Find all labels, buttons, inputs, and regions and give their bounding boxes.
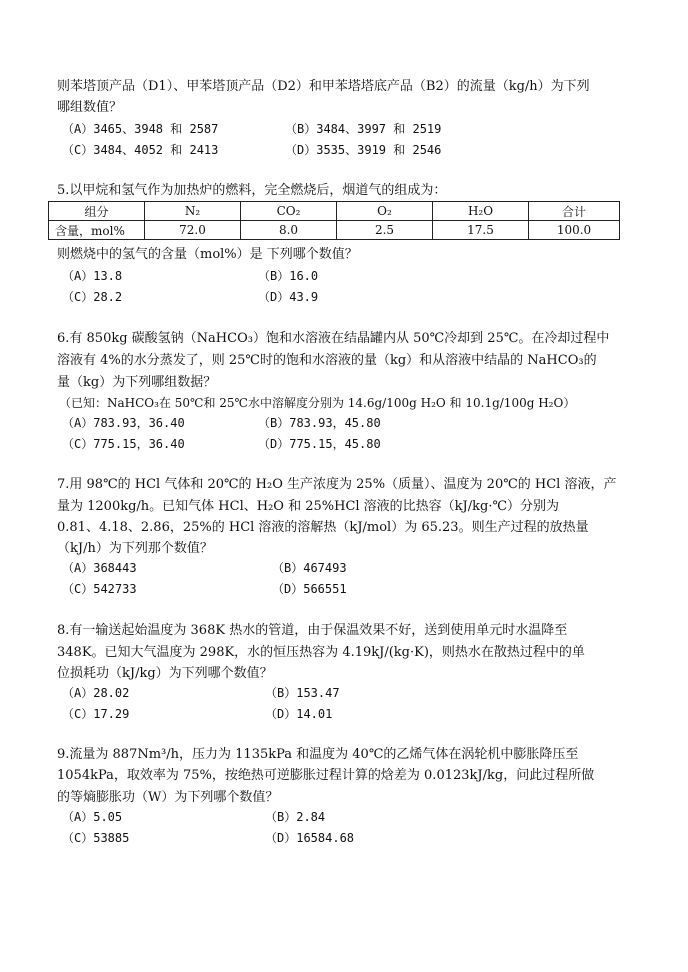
q4-option-a: （A）3465、3948 和 2587 bbox=[62, 122, 219, 136]
q7-option-d: （D）566551 bbox=[272, 582, 347, 596]
q8-option-c: （C）17.29 bbox=[62, 707, 130, 721]
q9-stem-line-2: 1054kPa，取效率为 75%，按绝热可逆膨胀过程计算的焓差为 0.0123kJ/kg，问此过程所做 bbox=[57, 768, 595, 783]
q4-stem-line-1: 则苯塔顶产品（D1）、甲苯塔顶产品（D2）和甲苯塔塔底产品（B2）的流量（kg/h）为下列 bbox=[57, 79, 590, 94]
q4-stem-line-2: 哪组数值？ bbox=[57, 100, 123, 115]
q4-option-c: （C）3484、4052 和 2413 bbox=[62, 143, 219, 157]
q9-stem-line-3: 的等熵膨胀功（W）为下列哪个数值？ bbox=[57, 790, 279, 805]
q8-stem-line-2: 348K。已知大气温度为 298K，水的恒压热容为 4.19kJ/(kg·K)，则热水在散热过程中的单 bbox=[57, 645, 585, 660]
q8-stem-line-1: 8.有一输送起始温度为 368K 热水的管道，由于保温效果不好，送到使用单元时水温降至 bbox=[57, 623, 568, 638]
q6-option-c: （C）775.15，36.40 bbox=[62, 437, 185, 451]
q8-stem-line-3: 位损耗功（kJ/kg）为下列哪个数值？ bbox=[57, 666, 273, 681]
q5-option-c: （C）28.2 bbox=[62, 290, 123, 304]
q8-option-d: （D）14.01 bbox=[265, 707, 333, 721]
q7-stem-line-2: 量为 1200kg/h。已知气体 HCl、H₂O 和 25%HCl 溶液的比热容（kJ/kg·℃）分别为 bbox=[57, 499, 560, 514]
q6-option-d: （D）775.15，45.80 bbox=[258, 437, 381, 451]
q6-stem-line-3: 量（kg）为下列哪组数据？ bbox=[57, 375, 217, 390]
q8-option-b: （B）153.47 bbox=[265, 686, 340, 700]
q6-stem-line-2: 溶液有 4%的水分蒸发了，则 25℃时的饱和水溶液的量（kg）和从溶液中结晶的 NaHCO₃的 bbox=[57, 353, 597, 368]
q9-option-a: （A）5.05 bbox=[62, 810, 123, 824]
q7-option-c: （C）542733 bbox=[62, 582, 137, 596]
q4-option-b: （B）3484、3997 和 2519 bbox=[285, 122, 442, 136]
q5-option-a: （A）13.8 bbox=[62, 269, 123, 283]
q9-option-b: （B）2.84 bbox=[265, 810, 326, 824]
table-header-cell: N₂ bbox=[145, 202, 241, 221]
q5-option-d: （D）43.9 bbox=[258, 290, 319, 304]
q6-stem-line-1: 6.有 850kg 碳酸氢钠（NaHCO₃）饱和水溶液在结晶罐内从 50℃冷却到 25℃。在冷却过程中 bbox=[57, 331, 610, 346]
table-header-cell: CO₂ bbox=[241, 202, 337, 221]
q7-option-a: （A）368443 bbox=[62, 561, 137, 575]
q6-option-b: （B）783.93，45.80 bbox=[258, 416, 381, 430]
table-header-cell: 组分 bbox=[49, 202, 145, 221]
q7-stem-line-4: （kJ/h）为下列那个数值？ bbox=[57, 541, 213, 556]
q9-option-d: （D）16584.68 bbox=[265, 831, 355, 845]
q8-option-a: （A）28.02 bbox=[62, 686, 130, 700]
q5-question: 则燃烧中的氢气的含量（mol%）是 下列哪个数值？ bbox=[57, 247, 358, 262]
q4-option-d: （D）3535、3919 和 2546 bbox=[285, 143, 442, 157]
table-cell: 2.5 bbox=[337, 221, 433, 240]
table-cell: 8.0 bbox=[241, 221, 337, 240]
q7-stem-line-1: 7.用 98℃的 HCl 气体和 20℃的 H₂O 生产浓度为 25%（质量）、温度为 20℃的 HCl 溶液，产 bbox=[57, 477, 617, 492]
q7-option-b: （B）467493 bbox=[272, 561, 347, 575]
table-cell: 100.0 bbox=[529, 221, 620, 240]
table-header-row bbox=[49, 202, 620, 221]
q9-option-c: （C）53885 bbox=[62, 831, 130, 845]
flue-gas-composition-table bbox=[48, 201, 620, 240]
table-header-cell: O₂ bbox=[337, 202, 433, 221]
q9-stem-line-1: 9.流量为 887Nm³/h，压力为 1135kPa 和温度为 40℃的乙烯气体在涡轮机中膨胀降压至 bbox=[57, 747, 579, 762]
table-row bbox=[49, 221, 620, 240]
table-cell: 72.0 bbox=[145, 221, 241, 240]
q7-stem-line-3: 0.81、4.18、2.86，25%的 HCl 溶液的溶解热（kJ/mol）为 65.23。则生产过程的放热量 bbox=[57, 520, 589, 535]
q5-option-b: （B）16.0 bbox=[258, 269, 319, 283]
table-header-cell: H₂O bbox=[433, 202, 529, 221]
table-header-cell: 合计 bbox=[529, 202, 620, 221]
q5-stem: 5.以甲烷和氢气作为加热炉的燃料，完全燃烧后，烟道气的组成为： bbox=[57, 183, 447, 198]
table-cell: 含量，mol% bbox=[49, 221, 145, 240]
q6-given-data: （已知：NaHCO₃在 50℃和 25℃水中溶解度分别为 14.6g/100g H₂O 和 10.1g/100g H₂O） bbox=[59, 396, 576, 410]
q6-option-a: （A）783.93，36.40 bbox=[62, 416, 185, 430]
table-cell: 17.5 bbox=[433, 221, 529, 240]
